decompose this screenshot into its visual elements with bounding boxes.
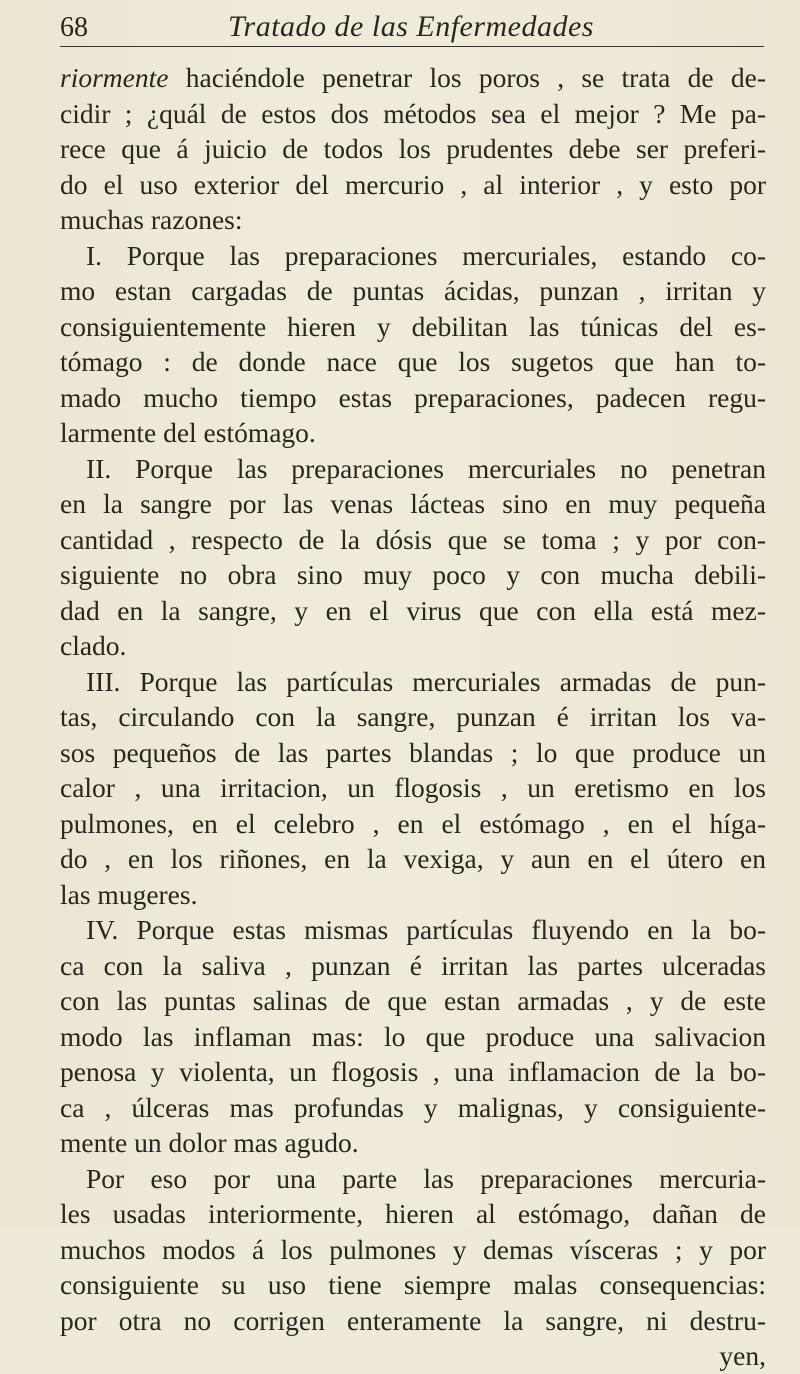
italic-lead: riormente [60,62,169,93]
line-text: III. Porque las partículas mercuriales armadas de pun- [86,665,766,697]
text-line [60,841,766,877]
text-line [60,273,766,309]
text-line [60,202,766,238]
text-line [60,628,766,664]
text-line [60,1125,766,1161]
text-line [60,1090,766,1126]
line-text: larmente del estómago. [60,417,316,448]
line-text: les usadas interiormente, hieren al estómago, dañan de [60,1198,766,1229]
line-text: las mugeres. [60,878,198,910]
line-text: II. Porque las preparaciones mercuriales no penetran [86,452,766,484]
line-text: siguiente no obra sino muy poco y con mucha debili- [60,559,766,590]
text-line [60,557,766,593]
line-text: tas, circulando con la sangre, punzan é irritan los va- [60,701,766,732]
line-text: yen, [719,1340,766,1371]
text-line [60,522,766,558]
line-text: IV. Porque estas mismas partículas fluyendo en la bo- [86,914,766,945]
text-line [60,806,766,842]
text-line [60,380,766,416]
line-text: penosa y violenta, un flogosis , una inflamacion de la bo- [60,1056,766,1087]
line-text: cidir ; ¿quál de estos dos métodos sea el mejor ? Me pa- [60,97,766,129]
text-line [60,948,766,984]
text-line [60,735,766,771]
body-text [60,60,766,1374]
text-line [60,770,766,806]
text-line [60,451,766,487]
line-text: sos pequeños de las partes blandas ; lo que produce un [60,736,766,768]
line-text: mente un dolor mas agudo. [60,1127,359,1158]
line-text: modo las inflaman mas: lo que produce una salivacion [60,1020,766,1052]
line-text: do el uso exterior del mercurio , al interior , y esto por [60,168,766,200]
line-text: haciéndole penetrar los poros , se trata de de- [168,62,766,93]
page-number: 68 [60,12,88,43]
line-text: pulmones, en el celebro , en el estómago , en el híga- [60,807,766,839]
line-text: Por eso por una parte las preparaciones mercuria- [86,1162,766,1194]
text-line [60,593,766,629]
line-text: muchos modos á los pulmones y demas vísceras ; y por [60,1233,766,1265]
line-text: dad en la sangre, y en el virus que con ella está mez- [60,594,766,626]
text-line [60,1267,766,1303]
line-text: tómago : de donde nace que los sugetos que han to- [60,346,766,377]
text-line [60,1019,766,1055]
line-text: do , en los riñones, en la vexiga, y aun en el útero en [60,843,766,874]
line-text: consiguiente su uso tiene siempre malas consequencias: [60,1269,766,1300]
text-line [60,309,766,345]
line-text: rece que á juicio de todos los prudentes debe ser preferi- [60,133,766,164]
line-text: por otra no corrigen enteramente la sangre, ni destru- [60,1304,766,1336]
line-text: consiguientemente hieren y debilitan las túnicas del es- [60,310,766,342]
text-line [60,1054,766,1090]
line-text: ca , úlceras mas profundas y malignas, y consiguiente- [60,1091,766,1123]
running-head [60,10,764,47]
text-line [60,1232,766,1268]
text-line [60,415,766,451]
text-line [60,1338,766,1374]
text-line [60,877,766,913]
text-line [60,131,766,167]
text-line [60,664,766,700]
line-text: I. Porque las preparaciones mercuriales, estando co- [86,239,766,271]
line-text: en la sangre por las venas lácteas sino en muy pequeña [60,488,766,519]
text-line [60,1196,766,1232]
text-line [60,344,766,380]
text-line [60,238,766,274]
line-text: calor , una irritacion, un flogosis , un eretismo en los [60,772,766,803]
text-line [60,486,766,522]
text-line [60,912,766,948]
text-line [60,1303,766,1339]
line-text: ca con la saliva , punzan é irritan las partes ulceradas [60,949,766,981]
text-line [60,983,766,1019]
line-text: con las puntas salinas de que estan armadas , y de este [60,985,766,1016]
line-text: cantidad , respecto de la dósis que se toma ; y por con- [60,523,766,555]
text-line [60,60,766,96]
running-title: Tratado de las Enfermedades [228,10,594,43]
text-line [60,167,766,203]
line-text: muchas razones: [60,204,243,235]
text-line [60,1161,766,1197]
line-text: mo estan cargadas de puntas ácidas, punzan , irritan y [60,275,766,306]
line-text: mado mucho tiempo estas preparaciones, padecen regu- [60,381,766,413]
text-line [60,699,766,735]
text-line [60,96,766,132]
line-text: clado. [60,630,127,661]
